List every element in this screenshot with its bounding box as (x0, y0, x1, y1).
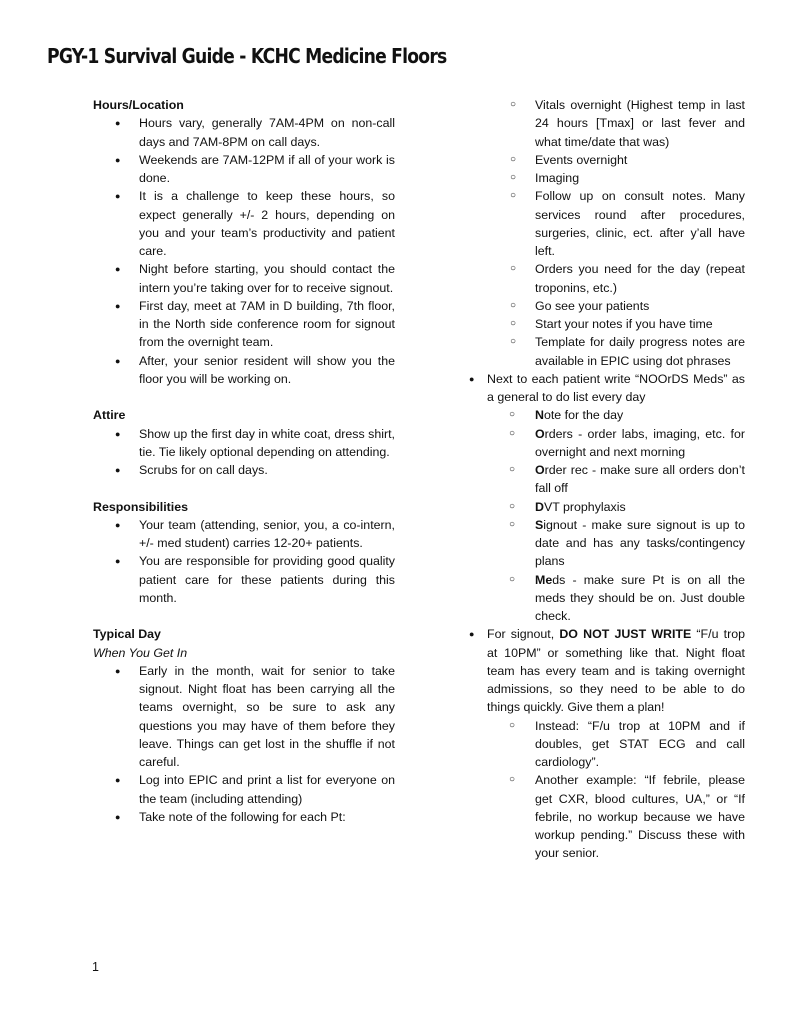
list-item: ● Hours vary, generally 7AM-4PM on non-call days and 7AM-8PM on call days. (93, 114, 395, 151)
signout-prefix: For signout, (487, 627, 560, 642)
signout-item (469, 625, 745, 862)
spacer (93, 388, 395, 406)
list-item: ● Your team (attending, senior, you, a co-intern, +/- med student) carries 12-20+ patients. (93, 516, 395, 553)
hours-heading: Hours/Location (93, 98, 184, 112)
hours-list (93, 114, 395, 388)
noords-order-rec (487, 461, 745, 498)
noords-item (469, 370, 745, 626)
list-item: ● Scrubs for on call days. (93, 461, 395, 479)
noords-signout (487, 516, 745, 571)
when-you-get-in-subheading: When You Get In (93, 645, 188, 660)
list-item: ● Weekends are 7AM-12PM if all of your work is done. (93, 151, 395, 188)
sub-list-item: ○ Instead: “F/u trop at 10PM and if doubles, get STAT ECG and call cardiology”. (487, 717, 745, 772)
mnemonic-text: VT prophylaxis (543, 499, 626, 514)
spacer (93, 479, 395, 497)
mnemonic-letter: D (535, 499, 544, 514)
sub-list-item: ○ Start your notes if you have time (469, 315, 745, 333)
mnemonic-letter: S (535, 517, 544, 532)
mnemonic-text: ote for the day (543, 408, 624, 423)
list-item: ● Early in the month, wait for senior to take signout. Night float has been carrying all the teams overnight, so be sure to ask any questions you may have of them before they leave. Things can get lost in the shuffle if not careful. (93, 662, 395, 772)
sub-list-item: ○ Vitals overnight (Highest temp in last 24 hours [Tmax] or last fever and what time/date that was) (469, 96, 745, 151)
right-column (469, 96, 745, 863)
mnemonic-letter: N (535, 408, 544, 423)
mnemonic-text: rder rec - make sure all orders don’t fall off (535, 463, 745, 496)
noords-note (487, 406, 745, 424)
sub-list-item: ○ Imaging (469, 169, 745, 187)
left-column (93, 96, 395, 826)
mnemonic-text: ignout - make sure signout is up to date and has any tasks/contingency plans (535, 517, 745, 569)
list-item: ● After, your senior resident will show you the floor you will be working on. (93, 352, 395, 389)
sub-list-item: ○ Another example: “If febrile, please get CXR, blood cultures, UA,” or “If febrile, no workup because we have workup pending.” Discuss these with your senior. (487, 771, 745, 862)
noords-meds (487, 571, 745, 626)
mnemonic-text: rders - order labs, imaging, etc. for overnight and next morning (535, 426, 745, 459)
noords-sublist (487, 406, 745, 625)
list-item: ● First day, meet at 7AM in D building, 7th floor, in the North side conference room for signout from the overnight team. (93, 297, 395, 352)
sub-list-item: ○ Orders you need for the day (repeat troponins, etc.) (469, 260, 745, 297)
noords-orders (487, 425, 745, 462)
sub-list-item: ○ Go see your patients (469, 297, 745, 315)
noords-text: Next to each patient write “NOOrDS Meds” as a general to do list every day (487, 371, 745, 404)
responsibilities-heading: Responsibilities (93, 499, 189, 514)
page-title: PGY-1 Survival Guide - KCHC Medicine Floors (47, 44, 447, 68)
mnemonic-letter: O (535, 426, 545, 441)
signout-emphasis: DO NOT JUST WRITE (559, 627, 692, 642)
list-item: ● You are responsible for providing good quality patient care for these patients during this month. (93, 552, 395, 607)
mnemonic-letter: Me (535, 572, 553, 587)
spacer (93, 607, 395, 625)
attire-heading: Attire (93, 408, 126, 423)
page-number: 1 (92, 960, 99, 974)
signout-suffix: “F/u trop at 10PM” or something like that. Night float team has every team and is taking overnight admissions, so they need to be able to do things quickly. Give them a plan! (487, 627, 745, 715)
responsibilities-list (93, 516, 395, 607)
mnemonic-text: ds - make sure Pt is on all the meds they should be on. Just double check. (535, 572, 745, 623)
list-item: ● It is a challenge to keep these hours, so expect generally +/- 2 hours, depending on you and your team’s productivity and patient care. (93, 187, 395, 260)
patient-checklist (469, 96, 745, 863)
typical-day-heading: Typical Day (93, 627, 161, 642)
list-item: ● Show up the first day in white coat, dress shirt, tie. Tie likely optional depending on attending. (93, 425, 395, 462)
sub-list-item: ○ Events overnight (469, 151, 745, 169)
list-item: ● Log into EPIC and print a list for everyone on the team (including attending) (93, 771, 395, 808)
attire-list (93, 425, 395, 480)
sub-list-item: ○ Follow up on consult notes. Many services round after procedures, surgeries, clinic, ect. after y’all have left. (469, 187, 745, 260)
mnemonic-letter: O (535, 463, 545, 477)
list-item: ● Night before starting, you should contact the intern you’re taking over for to receive signout. (93, 260, 395, 297)
noords-dvt (487, 498, 745, 516)
signout-sublist (487, 717, 745, 863)
sub-list-item: ○ Template for daily progress notes are available in EPIC using dot phrases (469, 333, 745, 370)
list-item: ● Take note of the following for each Pt: (93, 808, 395, 826)
typical-day-list (93, 662, 395, 826)
